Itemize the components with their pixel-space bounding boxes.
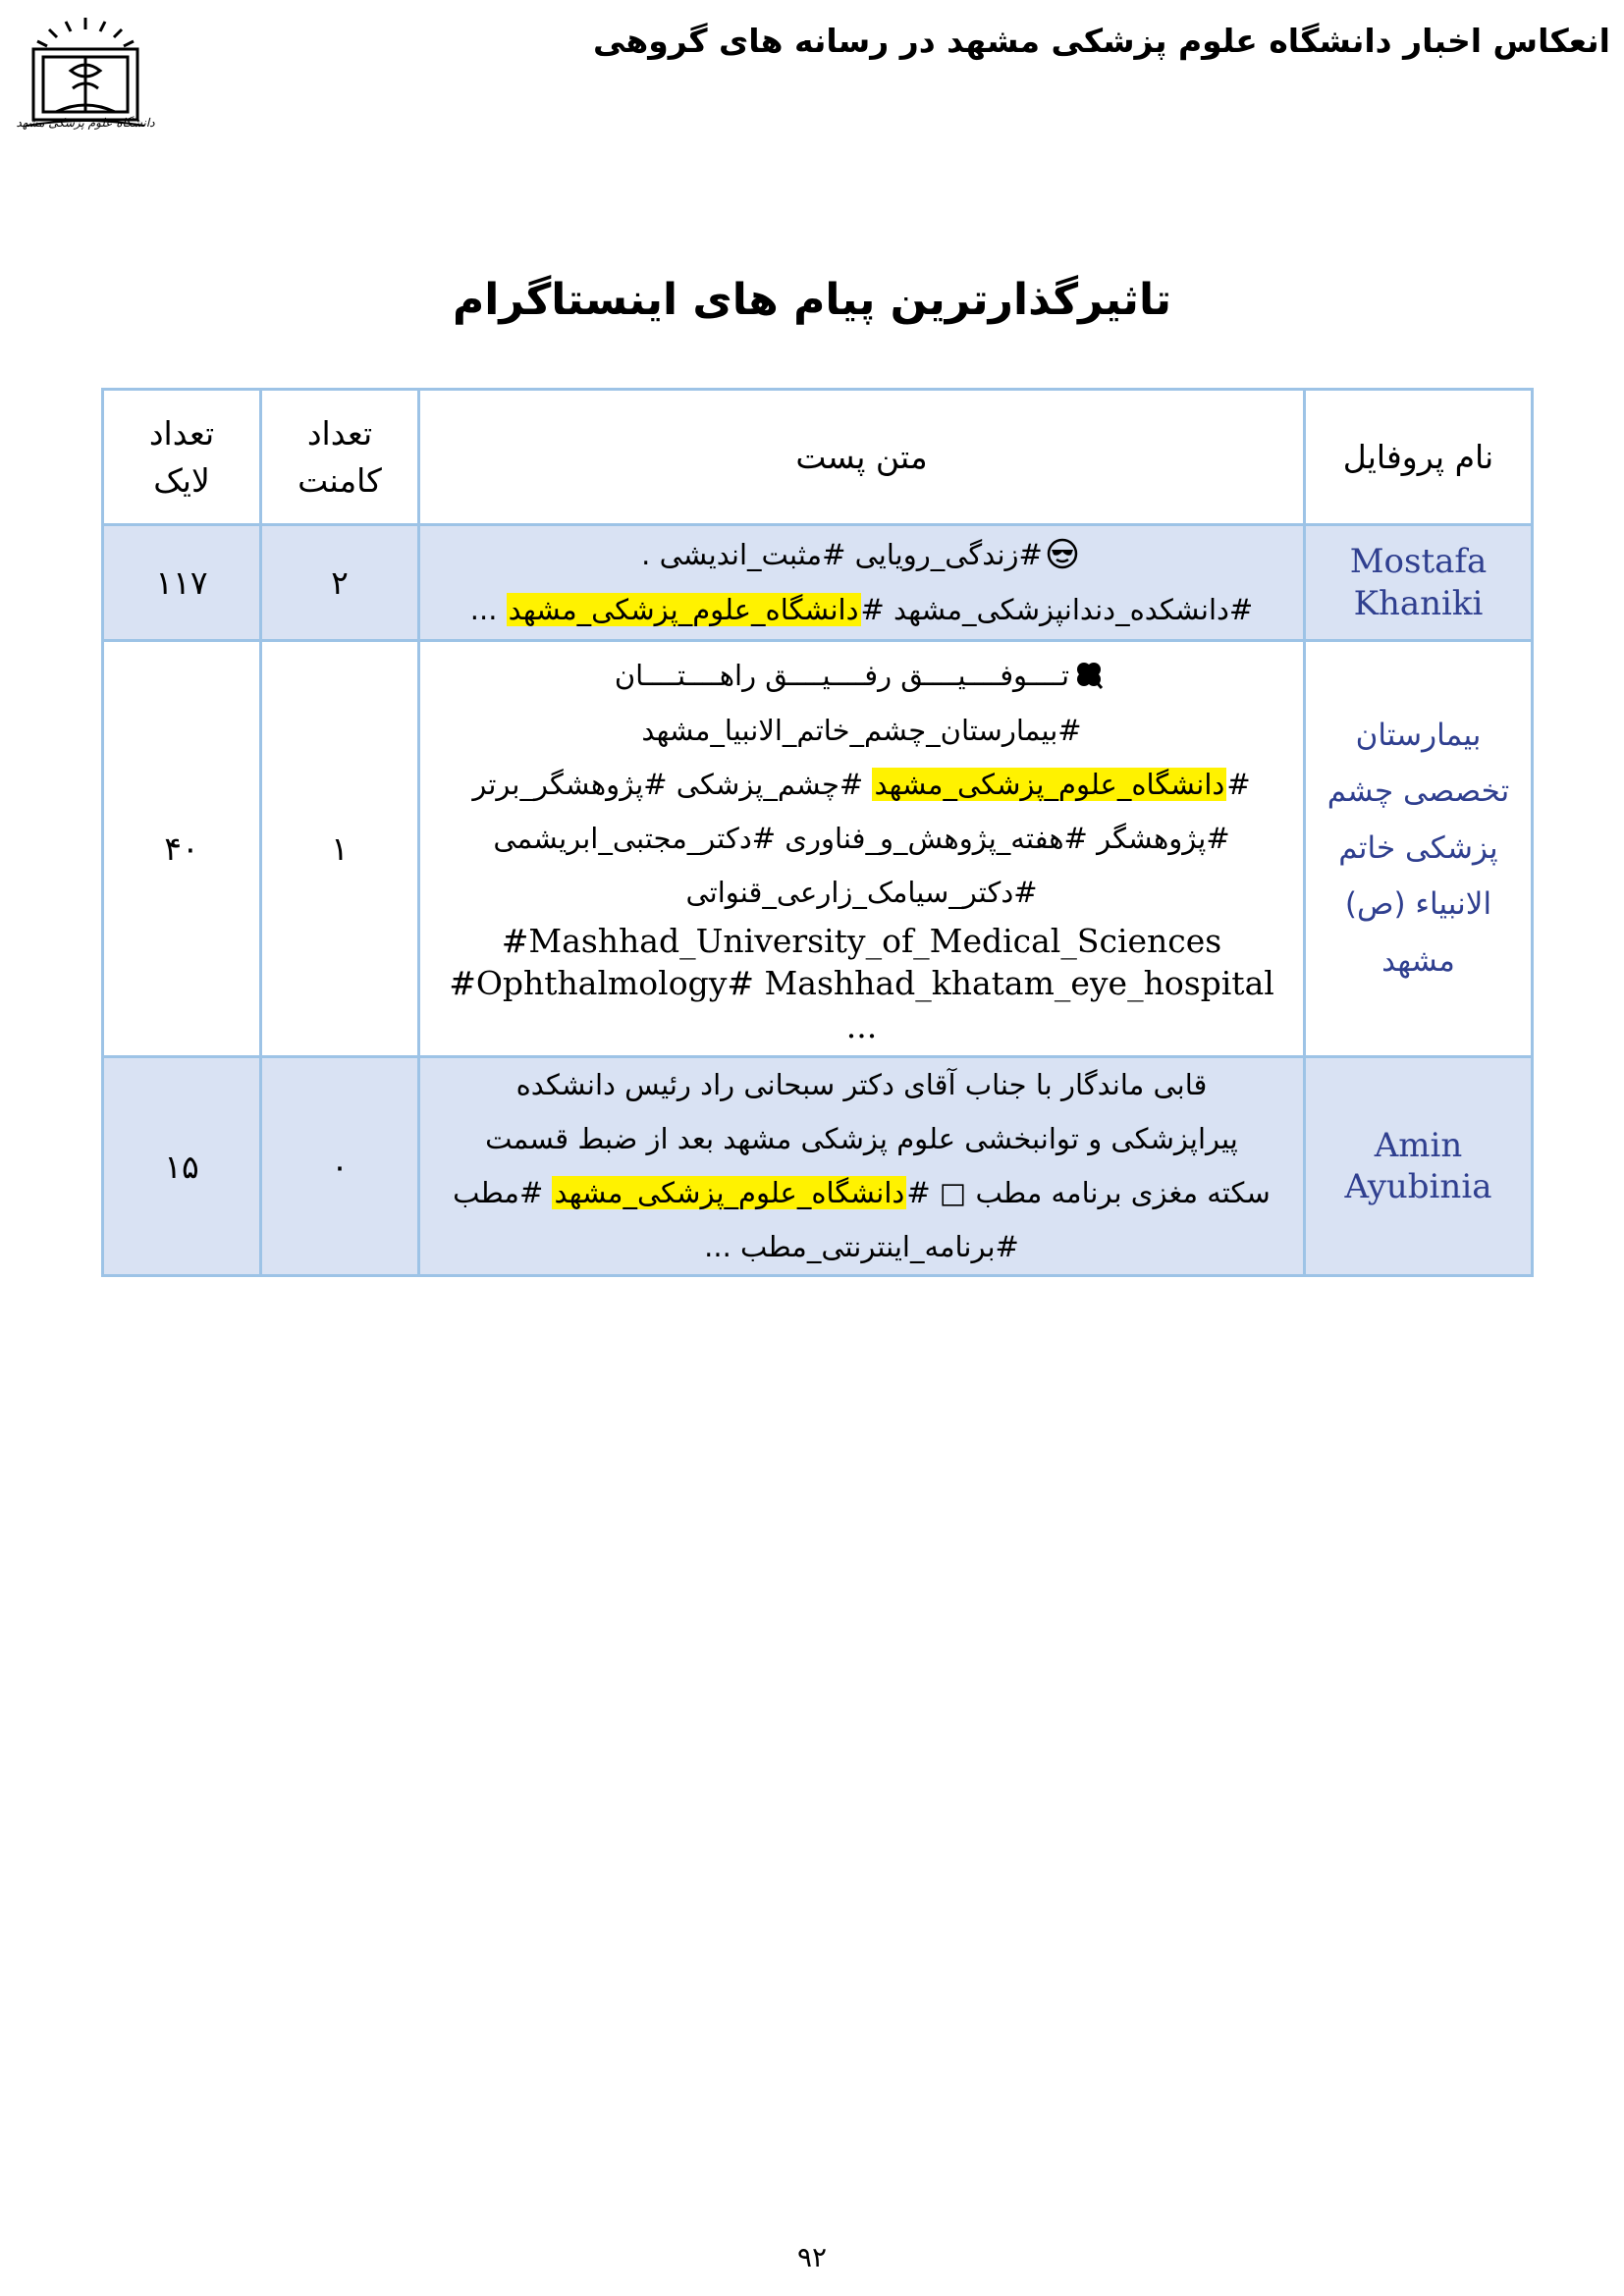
header-post-text: متن پست — [419, 390, 1305, 525]
post-text-line: #پژوهشگر #هفته_پژوهش_و_فناوری #دکتر_مجتبی_ابریشمی — [493, 821, 1230, 855]
post-text — [419, 1057, 1305, 1276]
highlighted-hashtag: دانشگاه_علوم_پزشکی_مشهد — [554, 1176, 905, 1210]
table-row — [103, 641, 1533, 1057]
comment-count: ۰ — [261, 1057, 419, 1276]
like-count: ۱۱۷ — [103, 525, 261, 641]
page-number: ۹۲ — [796, 2241, 828, 2273]
sunglasses-face-icon — [1047, 538, 1078, 569]
post-text-line: #زندگی_رویایی #مثبت_اندیشی . — [432, 528, 1291, 582]
header-like-count: تعداد لایک — [103, 390, 261, 525]
post-text-line: تــــوفــــیــــق رفــــیــــق راهــــتــــان — [432, 649, 1291, 703]
post-text-line: #برنامه_اینترنتی_مطب ... — [704, 1230, 1019, 1264]
highlighted-hashtag: دانشگاه_علوم_پزشکی_مشهد — [874, 767, 1225, 801]
profile-name: بیمارستان تخصصی چشم پزشکی خاتم الانبیاء (ص) مشهد — [1305, 641, 1533, 1057]
missing-glyph-box: □ — [939, 1176, 967, 1210]
instagram-posts-table — [101, 388, 1534, 1277]
post-text-ellipsis: ... — [845, 1007, 878, 1045]
post-text-line: قابی ماندگار با جناب آقای دکتر سبحانی راد رئیس دانشکده — [515, 1068, 1208, 1101]
comment-count: ۲ — [261, 525, 419, 641]
post-text-line: #دکتر_سیامک_زارعی_قنواتی — [685, 875, 1038, 909]
profile-name: Amin Ayubinia — [1305, 1057, 1533, 1276]
logo-caption: دانشگاه علوم پزشکی مشهد — [16, 116, 155, 130]
post-text-line: #دانشکده_دندانپزشکی_مشهد #دانشگاه_علوم_پزشکی_مشهد ... — [469, 592, 1254, 626]
post-text — [419, 525, 1305, 641]
post-text-line: پیراپزشکی و توانبخشی علوم پزشکی مشهد بعد از ضبط قسمت — [485, 1122, 1238, 1156]
post-text-line: سکته مغزی برنامه مطب □ #دانشگاه_علوم_پزشکی_مشهد #مطب — [453, 1176, 1271, 1210]
table-row — [103, 525, 1533, 641]
post-text-line-english: Ophthalmology# Mashhad_khatam_eye_hospital# — [449, 964, 1274, 1003]
table-header-row — [103, 390, 1533, 525]
header-comment-count: تعداد کامنت — [261, 390, 419, 525]
table-row — [103, 1057, 1533, 1276]
profile-name: Mostafa Khaniki — [1305, 525, 1533, 641]
like-count: ۴۰ — [103, 641, 261, 1057]
section-title: تاثیرگذارترین پیام های اینستاگرام — [453, 275, 1171, 325]
document-header-title: انعکاس اخبار دانشگاه علوم پزشکی مشهد در رسانه های گروهی — [593, 22, 1610, 60]
header-profile-name: نام پروفایل — [1305, 390, 1533, 525]
post-text-line: #دانشگاه_علوم_پزشکی_مشهد #چشم_پزشکی #پژوهشگر_برتر — [472, 767, 1251, 801]
like-count: ۱۵ — [103, 1057, 261, 1276]
comment-count: ۱ — [261, 641, 419, 1057]
post-text — [419, 641, 1305, 1057]
post-text-line-english: Mashhad_University_of_Medical_Sciences# — [501, 921, 1222, 960]
post-text-line: #بیمارستان_چشم_خاتم_الانبیا_مشهد — [641, 713, 1082, 747]
highlighted-hashtag: دانشگاه_علوم_پزشکی_مشهد — [508, 592, 859, 626]
four-leaf-clover-icon — [1073, 659, 1105, 690]
